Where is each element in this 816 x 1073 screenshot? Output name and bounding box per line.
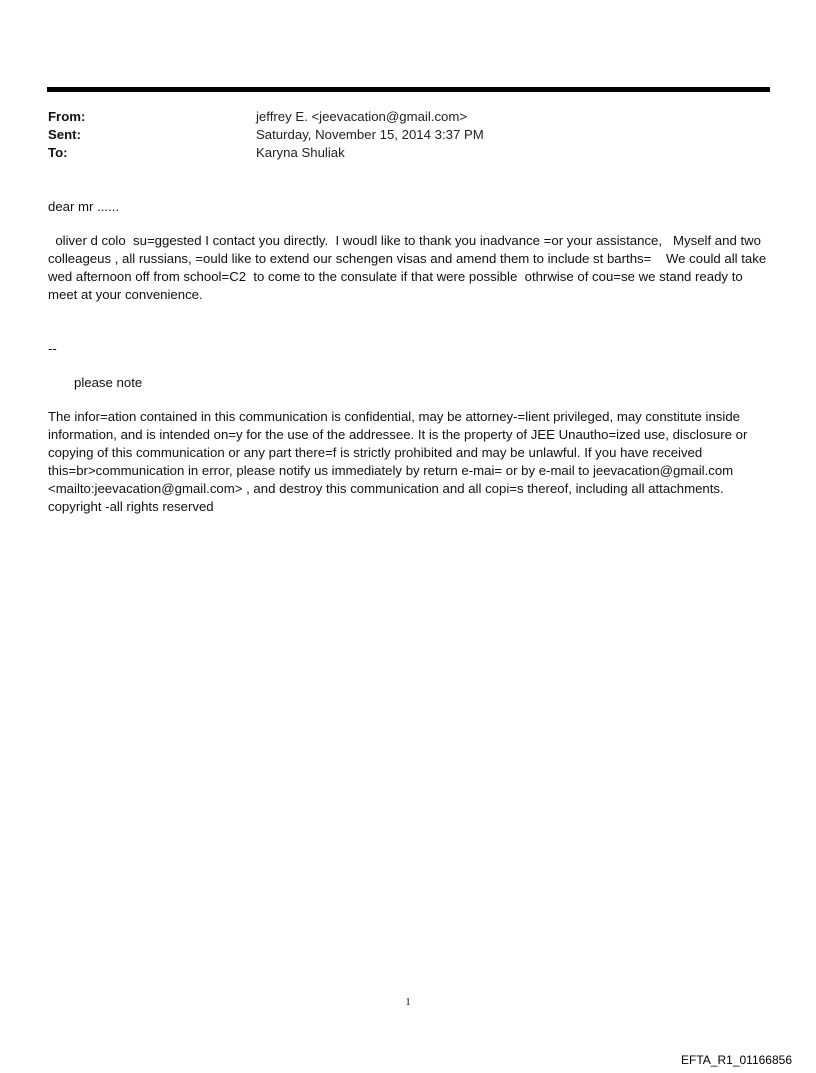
to-row [48, 144, 768, 162]
from-row [48, 108, 768, 126]
disclaimer-paragraph: The infor=ation contained in this communication is confidential, may be attorney-=lient privileged, may constitute inside information, and is intended on=y for the use of the addressee. It is the property of JEE Unautho=ized use, disclosure or copying of this communication or any part there=f is strictly prohibited and may be unlawful. If you have received this=br>communication in error, please notify us immediately by return e-mai= or by e-mail to jeevacation@gmail.com <mailto:jeevacation@gmail.com> , and destroy this communication and all copi=s thereof, including all attachments. copyright -all rights reserved [48, 409, 752, 514]
sent-label: Sent: [48, 127, 81, 142]
header-divider [47, 87, 770, 92]
page-number: 1 [405, 996, 411, 1008]
greeting: dear mr ...... [48, 199, 120, 214]
signature-separator: -- [48, 341, 57, 356]
document-id: EFTA_R1_01166856 [681, 1053, 792, 1067]
from-label: From: [48, 109, 86, 124]
from-value: jeffrey E. <jeevacation@gmail.com> [256, 109, 468, 124]
email-header [48, 108, 768, 162]
message-paragraph: oliver d colo su=ggested I contact you directly. I woudl like to thank you inadvance =or your assistance, Myself and two colleageus , all russians, =ould like to extend our schengen visas and amend them to include st barths= We could all take wed afternoon off from school=C2 to come to the consulate if that were possible othrwise of cou=se we stand ready to meet at your convenience. [48, 233, 774, 302]
email-body [48, 198, 774, 516]
sent-value: Saturday, November 15, 2014 3:37 PM [256, 127, 484, 142]
sent-row [48, 126, 768, 144]
note-heading: please note [74, 375, 143, 390]
to-value: Karyna Shuliak [256, 145, 345, 160]
to-label: To: [48, 145, 68, 160]
